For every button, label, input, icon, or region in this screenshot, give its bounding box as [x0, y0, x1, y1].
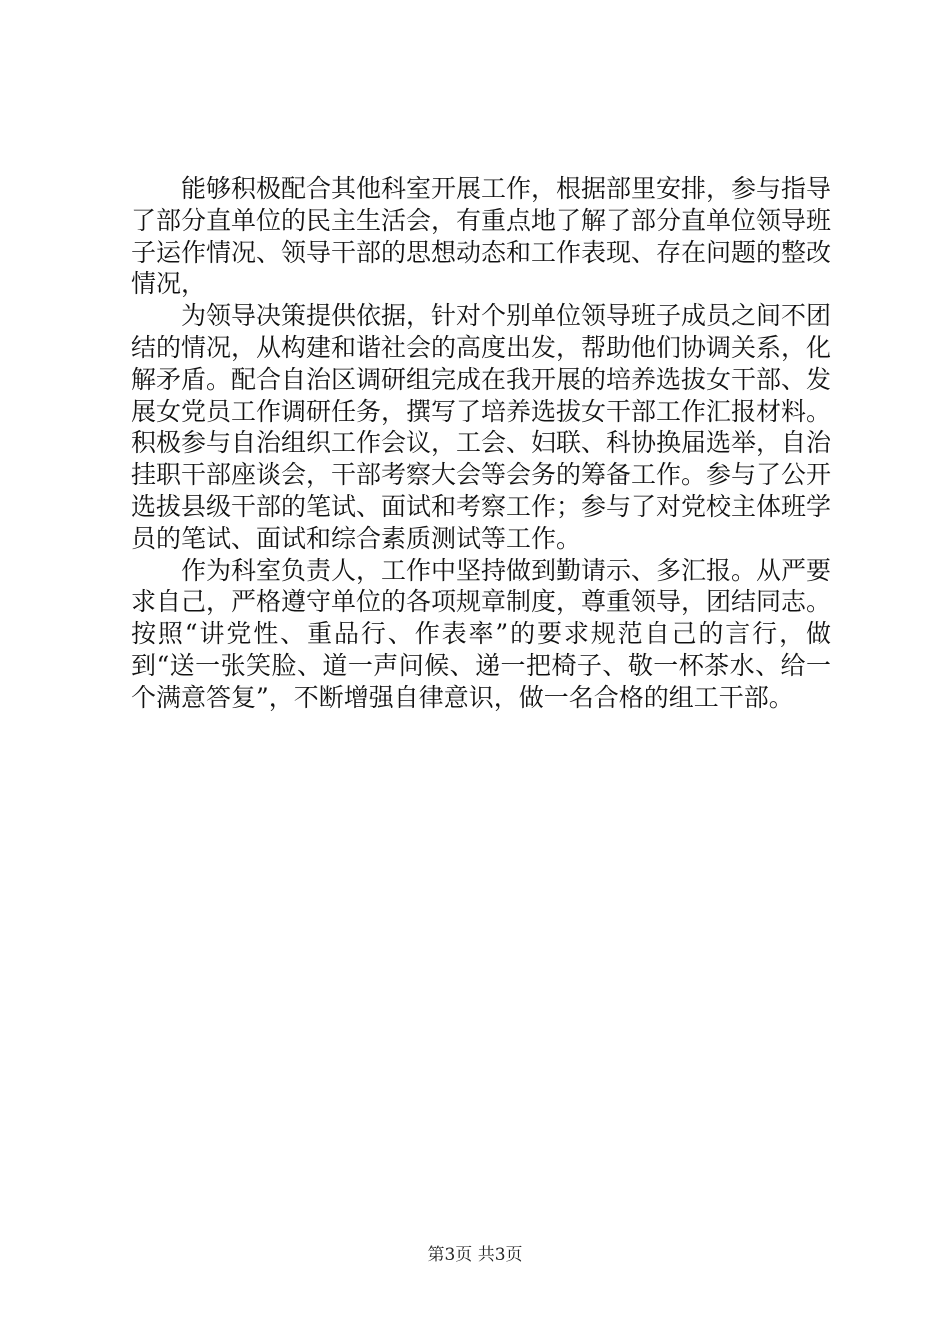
- paragraph-1: 能够积极配合其他科室开展工作，根据部里安排，参与指导了部分直单位的民主生活会，有重点地了解了部分直单位领导班子运作情况、领导干部的思想动态和工作表现、存在问题的整改情况，: [131, 174, 832, 299]
- paragraph-2: 为领导决策提供依据，针对个别单位领导班子成员之间不团结的情况，从构建和谐社会的高度出发，帮助他们协调关系，化解矛盾。配合自治区调研组完成在我开展的培养选拔女干部、发展女党员工作调研任务，撰写了培养选拔女干部工作汇报材料。积极参与自治组织工作会议，工会、妇联、科协换届选举，自治挂职干部座谈会，干部考察大会等会务的筹备工作。参与了公开选拔县级干部的笔试、面试和考察工作；参与了对党校主体班学员的笔试、面试和综合素质测试等工作。: [131, 301, 832, 553]
- page-footer: 第3页 共3页: [427, 1245, 523, 1265]
- document-body: [131, 173, 831, 714]
- paragraph-3: 作为科室负责人，工作中坚持做到勤请示、多汇报。从严要求自己，严格遵守单位的各项规章制度，尊重领导，团结同志。按照“讲党性、重品行、作表率”的要求规范自己的言行，做到“送一张笑脸、道一声问候、递一把椅子、敬一杯茶水、给一个满意答复”，不断增强自律意识，做一名合格的组工干部。: [131, 555, 832, 712]
